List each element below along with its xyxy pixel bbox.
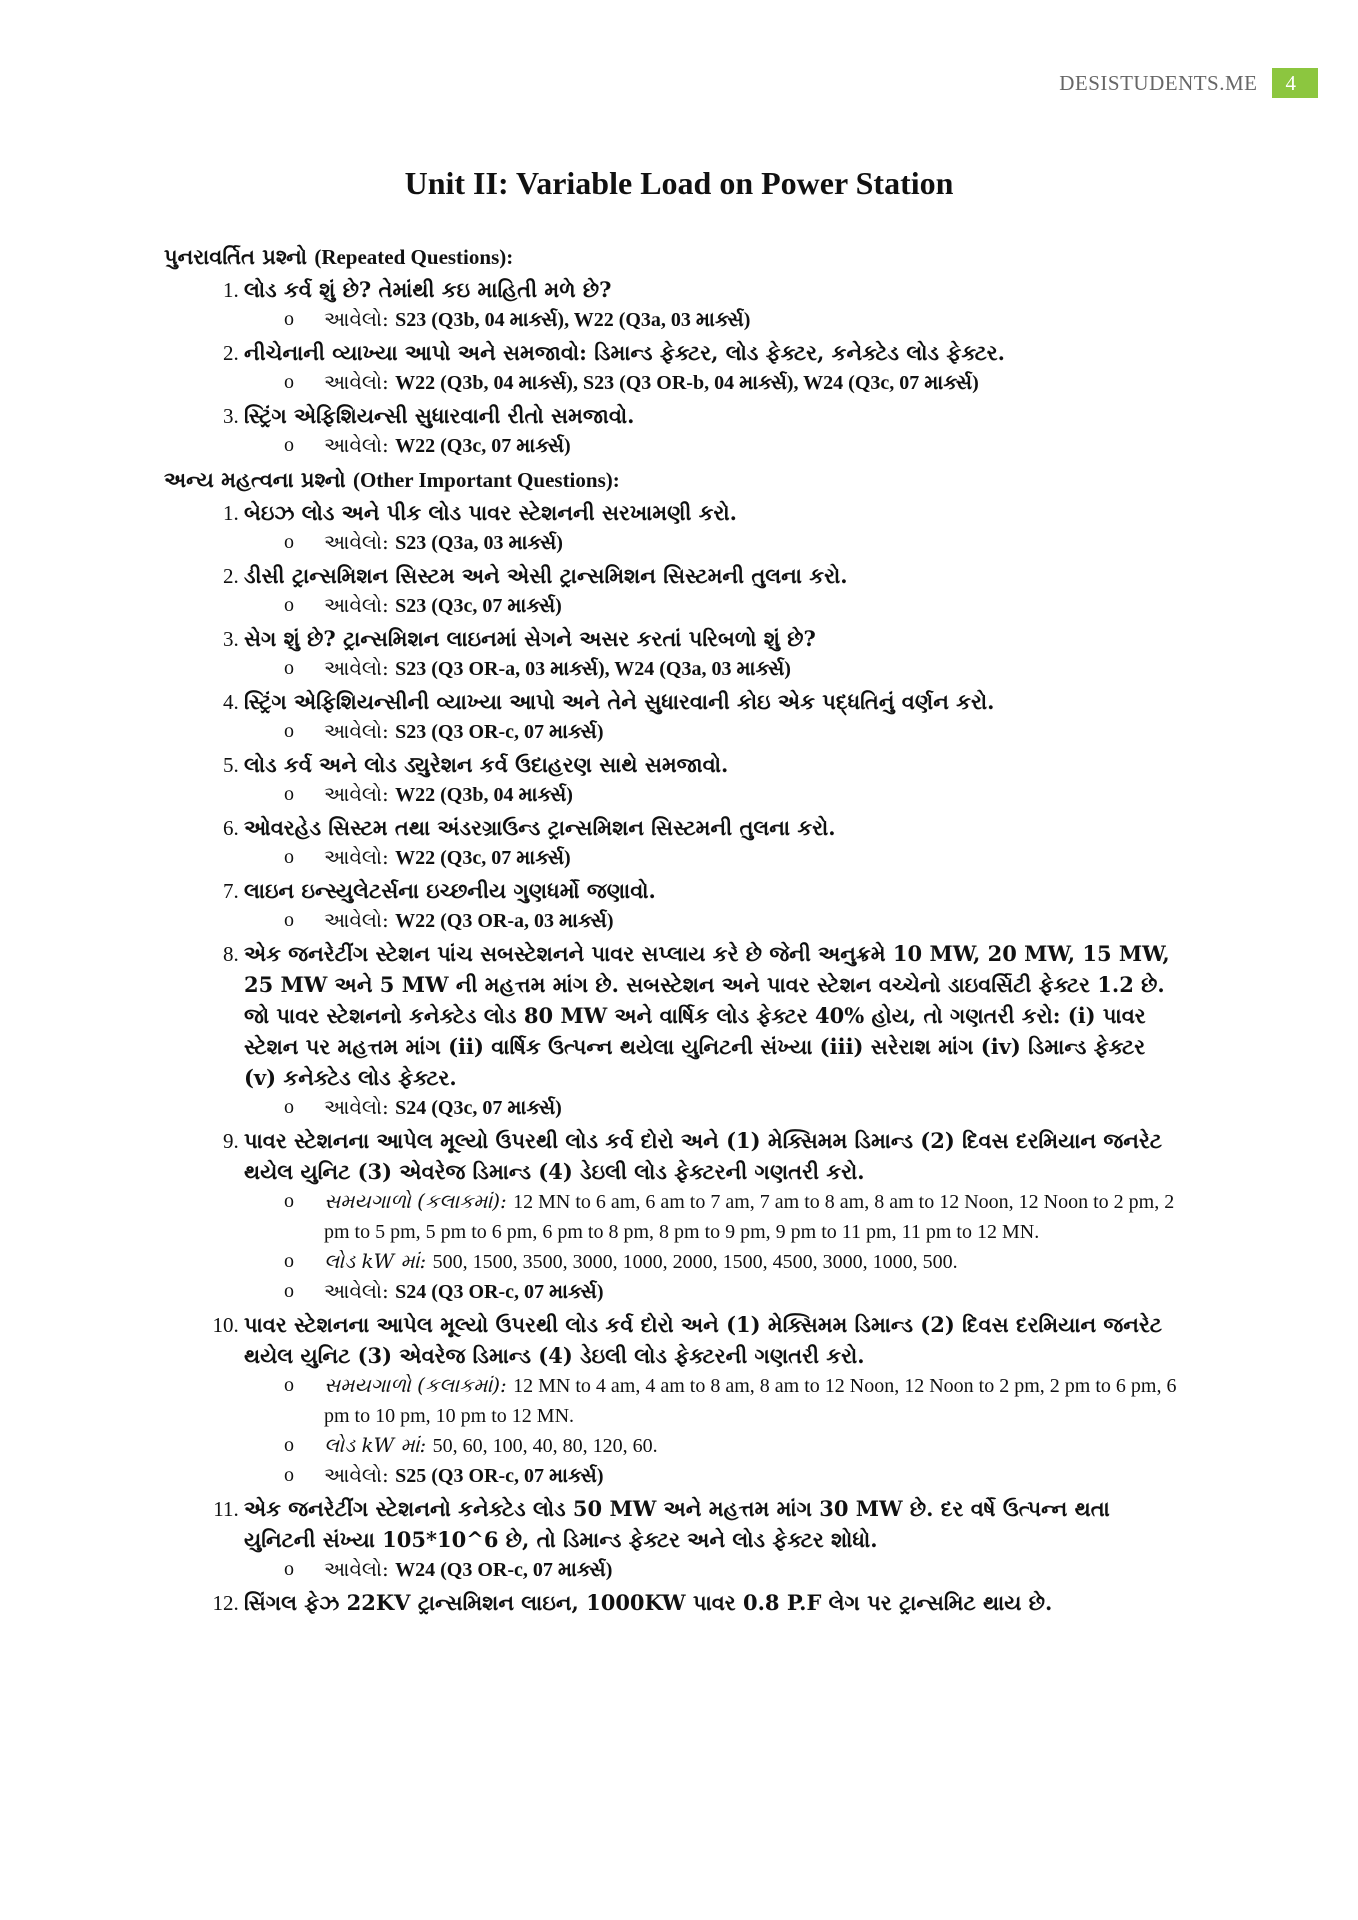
asked-label: આવેલો: <box>324 656 389 680</box>
detail-values: 12 MN to 6 am, 6 am to 7 am, 7 am to 8 am, 8 am to 12 Noon, 12 Noon to 2 pm, 2 pm to 5 pm, 5 pm to 6 pm, 6 pm to 8 pm, 8 pm to 9 pm, 9 pm to 11 pm, 11 pm to 12 MN. <box>324 1191 1175 1243</box>
question-details <box>244 1187 1184 1307</box>
exam-reference: W22 (Q3c, 07 માર્ક્સ) <box>395 847 571 869</box>
asked-label: આવેલો: <box>324 530 389 554</box>
question-list <box>164 274 1184 461</box>
detail-item <box>284 1461 1184 1491</box>
exam-reference: S24 (Q3c, 07 માર્ક્સ) <box>395 1097 562 1119</box>
question-item <box>244 1587 1184 1618</box>
detail-label: સમયગાળો (કલાકમાં): <box>324 1189 507 1213</box>
question-item <box>244 337 1184 398</box>
question-details <box>244 843 1184 873</box>
question-text: ઓવરહેડ સિસ્ટમ તથા અંડરગ્રાઉન્ડ ટ્રાન્સમિશન સિસ્ટમની તુલના કરો. <box>244 815 836 840</box>
asked-label: આવેલો: <box>324 719 389 743</box>
question-text: સેગ શું છે? ટ્રાન્સમિશન લાઇનમાં સેગને અસર કરતાં પરિબળો શું છે? <box>244 626 816 651</box>
question-details <box>244 1371 1184 1491</box>
section-heading <box>164 242 1184 272</box>
question-item <box>244 623 1184 684</box>
question-text: સ્ટ્રિંગ એફિશિયન્સી સુધારવાની રીતો સમજાવો. <box>244 403 635 428</box>
section-heading-english: (Other Important Questions): <box>352 468 620 492</box>
question-text: એક જનરેટીંગ સ્ટેશન પાંચ સબસ્ટેશનને પાવર સપ્લાય કરે છે જેની અનુક્રમે 10 MW, 20 MW, 15 MW, 25 MW અને 5 MW ની મહત્તમ માંગ છે. સબસ્ટેશન અને પાવર સ્ટેશન વચ્ચેનો ડાઇવર્સિટી ફેક્ટર 1.2 છે. જો પાવર સ્ટેશનનો કનેક્ટેડ લોડ 80 MW અને વાર્ષિક લોડ ફેક્ટર 40% હોય, તો ગણતરી કરો: (i) પાવર સ્ટેશન પર મહત્તમ માંગ (ii) વાર્ષિક ઉત્પન્ન થયેલા યુનિટની સંખ્યા (iii) સરેરાશ માંગ (iv) ડિમાન્ડ ફેક્ટર (v) કનેક્ટેડ લોડ ફેક્ટર. <box>244 941 1170 1090</box>
asked-label: આવેલો: <box>324 1557 389 1581</box>
exam-reference: W24 (Q3 OR-c, 07 માર્ક્સ) <box>395 1559 613 1581</box>
asked-label: આવેલો: <box>324 782 389 806</box>
question-details <box>244 654 1184 684</box>
question-item <box>244 1309 1184 1491</box>
question-item <box>244 1125 1184 1307</box>
detail-item <box>284 431 1184 461</box>
detail-item <box>284 1247 1184 1277</box>
question-item <box>244 938 1184 1123</box>
question-details <box>244 717 1184 747</box>
page-header <box>1059 68 1318 98</box>
question-text: બેઇઝ લોડ અને પીક લોડ પાવર સ્ટેશનની સરખામણી કરો. <box>244 500 737 525</box>
question-text: ડીસી ટ્રાન્સમિશન સિસ્ટમ અને એસી ટ્રાન્સમિશન સિસ્ટમની તુલના કરો. <box>244 563 848 588</box>
detail-item <box>284 717 1184 747</box>
question-details <box>244 1555 1184 1585</box>
exam-reference: W22 (Q3 OR-a, 03 માર્ક્સ) <box>395 910 614 932</box>
section-heading-english: (Repeated Questions): <box>314 245 514 269</box>
question-details <box>244 906 1184 936</box>
page-title: Unit II: Variable Load on Power Station <box>404 165 954 201</box>
detail-item <box>284 906 1184 936</box>
question-text: એક જનરેટીંગ સ્ટેશનનો કનેક્ટેડ લોડ 50 MW અને મહત્તમ માંગ 30 MW છે. દર વર્ષે ઉત્પન્ન થતા યુનિટની સંખ્યા 105*10^6 છે, તો ડિમાન્ડ ફેક્ટર અને લોડ ફેક્ટર શોધો. <box>244 1496 1110 1552</box>
question-item <box>244 560 1184 621</box>
detail-item <box>284 591 1184 621</box>
exam-reference: S23 (Q3 OR-a, 03 માર્ક્સ), W24 (Q3a, 03 માર્ક્સ) <box>395 658 791 680</box>
question-text: લોડ કર્વ શું છે? તેમાંથી કઇ માહિતી મળે છે? <box>244 277 612 302</box>
detail-values: 12 MN to 4 am, 4 am to 8 am, 8 am to 12 Noon, 12 Noon to 2 pm, 2 pm to 6 pm, 6 pm to 10 pm, 10 pm to 12 MN. <box>324 1375 1177 1427</box>
detail-item <box>284 1277 1184 1307</box>
question-item <box>244 1493 1184 1585</box>
question-details <box>244 368 1184 398</box>
section-heading-gujarati: અન્ય મહત્વના પ્રશ્નો <box>164 467 346 492</box>
detail-item <box>284 305 1184 335</box>
site-name: DESISTUDENTS.ME <box>1059 70 1258 95</box>
asked-label: આવેલો: <box>324 593 389 617</box>
page-number: 4 <box>1272 68 1319 98</box>
question-text: લાઇન ઇન્સ્યુલેટર્સના ઇચ્છનીય ગુણધર્મો જણાવો. <box>244 878 656 903</box>
question-content <box>164 238 1184 1620</box>
question-details <box>244 1093 1184 1123</box>
question-item <box>244 274 1184 335</box>
question-details <box>244 305 1184 335</box>
question-text: પાવર સ્ટેશનના આપેલ મૂલ્યો ઉપરથી લોડ કર્વ દોરો અને (1) મેક્સિમમ ડિમાન્ડ (2) દિવસ દરમિયાન જનરેટ થયેલ યુનિટ (3) એવરેજ ડિમાન્ડ (4) ડેઇલી લોડ ફેક્ટરની ગણતરી કરો. <box>244 1128 1163 1184</box>
exam-reference: S25 (Q3 OR-c, 07 માર્ક્સ) <box>395 1465 604 1487</box>
question-details <box>244 528 1184 558</box>
asked-label: આવેલો: <box>324 307 389 331</box>
question-text: નીચેનાની વ્યાખ્યા આપો અને સમજાવો: ડિમાન્ડ ફેક્ટર, લોડ ફેક્ટર, કનેક્ટેડ લોડ ફેક્ટર. <box>244 340 1005 365</box>
question-details <box>244 431 1184 461</box>
question-details <box>244 780 1184 810</box>
detail-label: સમયગાળો (કલાકમાં): <box>324 1373 507 1397</box>
detail-item <box>284 843 1184 873</box>
exam-reference: S23 (Q3a, 03 માર્ક્સ) <box>395 532 563 554</box>
question-item <box>244 686 1184 747</box>
question-list <box>164 497 1184 1618</box>
question-text: લોડ કર્વ અને લોડ ડ્યુરેશન કર્વ ઉદાહરણ સાથે સમજાવો. <box>244 752 729 777</box>
detail-values: 50, 60, 100, 40, 80, 120, 60. <box>432 1435 658 1457</box>
asked-label: આવેલો: <box>324 1463 389 1487</box>
detail-item <box>284 1187 1184 1247</box>
detail-label: લોડ kW માં: <box>324 1433 427 1457</box>
detail-values: 500, 1500, 3500, 3000, 1000, 2000, 1500, 4500, 3000, 1000, 500. <box>432 1251 958 1273</box>
asked-label: આવેલો: <box>324 908 389 932</box>
question-text: પાવર સ્ટેશનના આપેલ મૂલ્યો ઉપરથી લોડ કર્વ દોરો અને (1) મેક્સિમમ ડિમાન્ડ (2) દિવસ દરમિયાન જનરેટ થયેલ યુનિટ (3) એવરેજ ડિમાન્ડ (4) ડેઇલી લોડ ફેક્ટરની ગણતરી કરો. <box>244 1312 1163 1368</box>
exam-reference: W22 (Q3c, 07 માર્ક્સ) <box>395 435 571 457</box>
asked-label: આવેલો: <box>324 1095 389 1119</box>
question-item <box>244 497 1184 558</box>
detail-item <box>284 1431 1184 1461</box>
exam-reference: S24 (Q3 OR-c, 07 માર્ક્સ) <box>395 1281 604 1303</box>
detail-label: લોડ kW માં: <box>324 1249 427 1273</box>
detail-item <box>284 1555 1184 1585</box>
detail-item <box>284 528 1184 558</box>
question-item <box>244 400 1184 461</box>
asked-label: આવેલો: <box>324 1279 389 1303</box>
detail-item <box>284 780 1184 810</box>
asked-label: આવેલો: <box>324 845 389 869</box>
detail-item <box>284 368 1184 398</box>
exam-reference: W22 (Q3b, 04 માર્ક્સ) <box>395 784 573 806</box>
question-item <box>244 875 1184 936</box>
question-text: સિંગલ ફેઝ 22KV ટ્રાન્સમિશન લાઇન, 1000KW પાવર 0.8 P.F લેગ પર ટ્રાન્સમિટ થાય છે. <box>244 1590 1053 1615</box>
question-text: સ્ટ્રિંગ એફિશિયન્સીની વ્યાખ્યા આપો અને તેને સુધારવાની કોઇ એક પદ્ધતિનું વર્ણન કરો. <box>244 689 995 714</box>
exam-reference: S23 (Q3b, 04 માર્ક્સ), W22 (Q3a, 03 માર્ક્સ) <box>395 309 751 331</box>
asked-label: આવેલો: <box>324 370 389 394</box>
exam-reference: W22 (Q3b, 04 માર્ક્સ), S23 (Q3 OR-b, 04 માર્ક્સ), W24 (Q3c, 07 માર્ક્સ) <box>395 372 979 394</box>
detail-item <box>284 654 1184 684</box>
exam-reference: S23 (Q3c, 07 માર્ક્સ) <box>395 595 562 617</box>
detail-item <box>284 1093 1184 1123</box>
section-heading-gujarati: પુનરાવર્તિત પ્રશ્નો <box>164 244 308 269</box>
question-item <box>244 812 1184 873</box>
asked-label: આવેલો: <box>324 433 389 457</box>
section-heading <box>164 465 1184 495</box>
exam-reference: S23 (Q3 OR-c, 07 માર્ક્સ) <box>395 721 604 743</box>
question-item <box>244 749 1184 810</box>
detail-item <box>284 1371 1184 1431</box>
question-details <box>244 591 1184 621</box>
